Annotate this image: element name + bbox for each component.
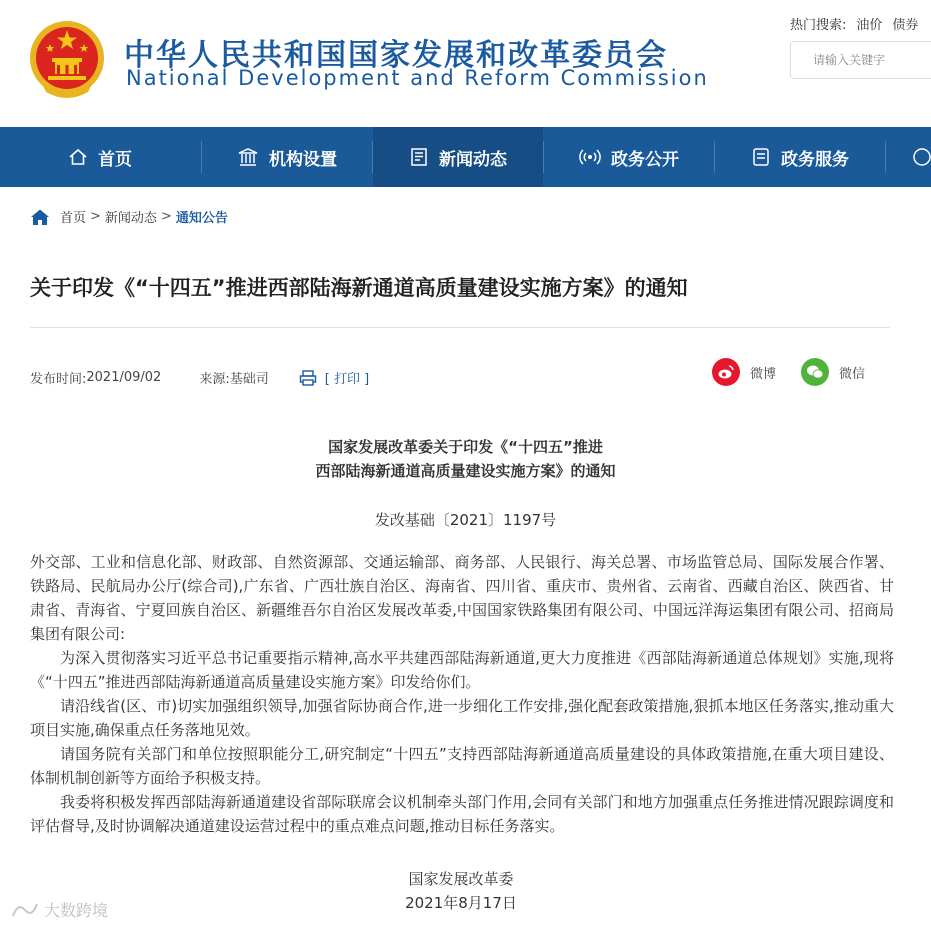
more-nav-icon[interactable] <box>912 147 931 167</box>
nav-label: 新闻动态 <box>439 149 507 170</box>
news-icon <box>409 147 429 167</box>
body-paragraph: 为深入贯彻落实习近平总书记重要指示精神,高水平共建西部陆海新通道,更大力度推进《西部陆海新通道总体规划》实施,现将《“十四五”推进西部陆海新通道高质量建设实施方案》印发给你们。 <box>30 649 894 691</box>
search-input[interactable] <box>811 52 931 68</box>
national-emblem-icon[interactable] <box>28 18 106 100</box>
share-wechat[interactable] <box>801 358 865 386</box>
signer: 国家发展改革委 <box>408 870 514 888</box>
breadcrumb-current[interactable]: 通知公告 <box>175 211 228 226</box>
body-paragraph: 我委将积极发挥西部陆海新通道建设省部际联席会议机制牵头部门作用,会同有关部门和地方加强重点任务推进情况跟踪调度和评估督导,及时协调解决通道建设运营过程中的重点难点问题,推动目标任务落实。 <box>30 793 894 835</box>
printer-icon[interactable] <box>299 370 317 386</box>
divider <box>30 327 890 328</box>
wechat-icon <box>801 358 829 386</box>
source-value: 基础司 <box>229 372 269 387</box>
nav-item-organization[interactable] <box>202 127 372 187</box>
breadcrumb <box>30 207 228 226</box>
document-heading-line2: 西部陆海新通道高质量建设实施方案》的通知 <box>315 462 616 480</box>
document-body <box>30 550 894 838</box>
broadcast-icon <box>579 147 601 167</box>
article-meta <box>30 368 369 387</box>
article-title: 关于印发《“十四五”推进西部陆海新通道高质量建设实施方案》的通知 <box>30 276 688 300</box>
nav-item-gov-service[interactable] <box>715 127 885 187</box>
body-paragraph: 请国务院有关部门和单位按照职能分工,研究制定“十四五”支持西部陆海新通道高质量建设的具体政策措施,在重大项目建设、体制机制创新等方面给予积极支持。 <box>30 745 894 787</box>
hot-search-item[interactable]: 油价 <box>856 18 883 33</box>
breadcrumb-item[interactable]: 首页 <box>60 211 87 226</box>
print-link[interactable]: [ 打印 ] <box>324 372 370 387</box>
nav-item-home[interactable] <box>0 127 200 187</box>
nav-label: 机构设置 <box>269 149 337 170</box>
publish-label: 发布时间: <box>30 372 87 387</box>
document-heading-line1: 国家发展改革委关于印发《“十四五”推进 <box>328 438 603 456</box>
share-label: 微信 <box>839 366 866 382</box>
breadcrumb-item[interactable]: 新闻动态 <box>104 211 157 226</box>
home-icon[interactable] <box>30 208 50 226</box>
nav-label: 首页 <box>98 149 132 170</box>
body-paragraph: 请沿线省(区、市)切实加强组织领导,加强省际协商合作,进一步细化工作安排,强化配套政策措施,狠抓本地区任务落实,推动重大项目实施,确保重点任务落地见效。 <box>30 697 894 739</box>
nav-item-gov-affairs[interactable] <box>544 127 714 187</box>
service-icon <box>751 147 771 167</box>
nav-divider <box>885 141 886 173</box>
sign-date: 2021年8月17日 <box>405 894 517 912</box>
hot-search-item[interactable]: 债券 <box>892 18 919 33</box>
hot-search-label: 热门搜索: <box>790 18 847 33</box>
recipients: 外交部、工业和信息化部、财政部、自然资源部、交通运输部、商务部、人民银行、海关总署、市场监管总局、国际发展合作署、铁路局、民航局办公厅(综合司),广东省、广西壮族自治区、海南省、四川省、重庆市、贵州省、云南省、西藏自治区、陕西省、甘肃省、青海省、宁夏回族自治区、新疆维吾尔自治区发展改革委,中国国家铁路集团有限公司、中国远洋海运集团有限公司、招商局集团有限公司: <box>30 553 894 643</box>
publish-date: 2021/09/02 <box>86 370 162 385</box>
source-label: 来源: <box>199 372 230 387</box>
site-title-en[interactable]: National Development and Reform Commission <box>126 66 709 90</box>
building-icon <box>237 147 259 167</box>
breadcrumb-separator: > <box>90 209 101 224</box>
site-header <box>0 0 931 127</box>
hot-search <box>790 14 928 33</box>
document-number: 发改基础〔2021〕1197号 <box>374 511 557 529</box>
watermark-logo-icon <box>10 900 40 920</box>
nav-label: 政务服务 <box>781 149 849 170</box>
share-weibo[interactable] <box>712 358 776 386</box>
share-label: 微博 <box>750 366 777 382</box>
nav-label: 政务公开 <box>611 149 679 170</box>
breadcrumb-separator: > <box>160 209 172 224</box>
site-title-cn[interactable]: 中华人民共和国国家发展和改革委员会 <box>124 38 668 73</box>
watermark <box>10 898 108 921</box>
watermark-text: 大数跨境 <box>44 901 109 920</box>
search-box[interactable] <box>790 41 931 79</box>
weibo-icon <box>712 358 740 386</box>
nav-item-news[interactable] <box>373 127 543 187</box>
home-icon <box>68 147 88 167</box>
main-nav <box>0 127 931 187</box>
